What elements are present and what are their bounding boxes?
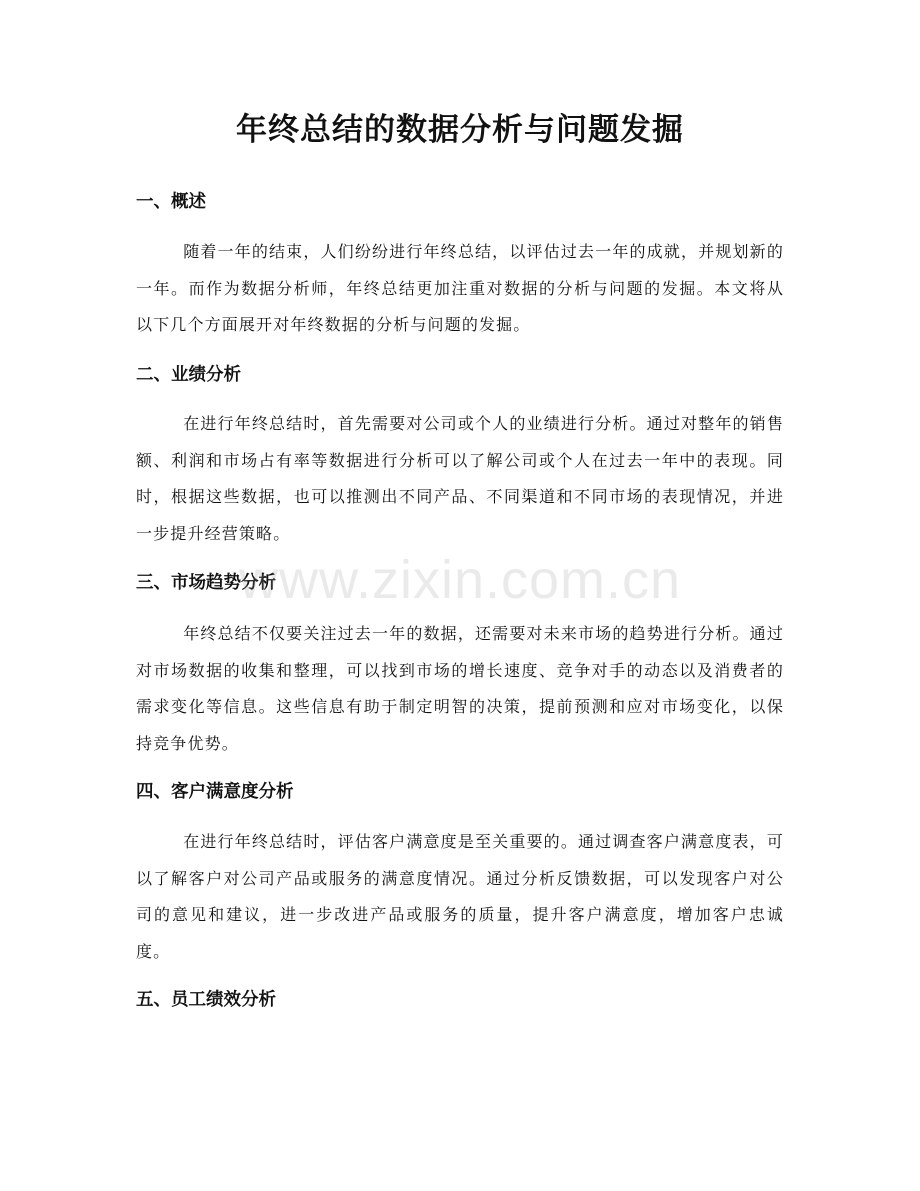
section-heading-performance: 二、业绩分析 — [136, 365, 241, 385]
section-heading-customer-satisfaction: 四、客户满意度分析 — [136, 782, 294, 802]
section-paragraph-customer-satisfaction: 在进行年终总结时，评估客户满意度是至关重要的。通过调查客户满意度表，可以了解客户对公司产品或服务的满意度情况。通过分析反馈数据，可以发现客户对公司的意见和建议，进一步改进产品或服务的质量，提升客户满意度，增加客户忠诚度。 — [136, 832, 784, 961]
section-heading-employee-performance: 五、员工绩效分析 — [136, 990, 276, 1010]
section-paragraph-market-trend: 年终总结不仅要关注过去一年的数据，还需要对未来市场的趋势进行分析。通过对市场数据的收集和整理，可以找到市场的增长速度、竞争对手的动态以及消费者的需求变化等信息。这些信息有助于制定明智的决策，提前预测和应对市场变化，以保持竞争优势。 — [136, 624, 784, 753]
section-heading-market-trend: 三、市场趋势分析 — [136, 573, 276, 593]
document-title: 年终总结的数据分析与问题发掘 — [236, 112, 684, 148]
section-paragraph-performance: 在进行年终总结时，首先需要对公司或个人的业绩进行分析。通过对整年的销售额、利润和市场占有率等数据进行分析可以了解公司或个人在过去一年中的表现。同时，根据这些数据，也可以推测出不同产品、不同渠道和不同市场的表现情况，并进一步提升经营策略。 — [136, 414, 784, 543]
section-paragraph-overview: 随着一年的结束，人们纷纷进行年终总结，以评估过去一年的成就，并规划新的一年。而作为数据分析师，年终总结更加注重对数据的分析与问题的发掘。本文将从以下几个方面展开对年终数据的分析与问题的发掘。 — [136, 242, 784, 334]
section-heading-overview: 一、概述 — [136, 192, 206, 212]
watermark: www.zixin.com.cn — [238, 550, 682, 610]
